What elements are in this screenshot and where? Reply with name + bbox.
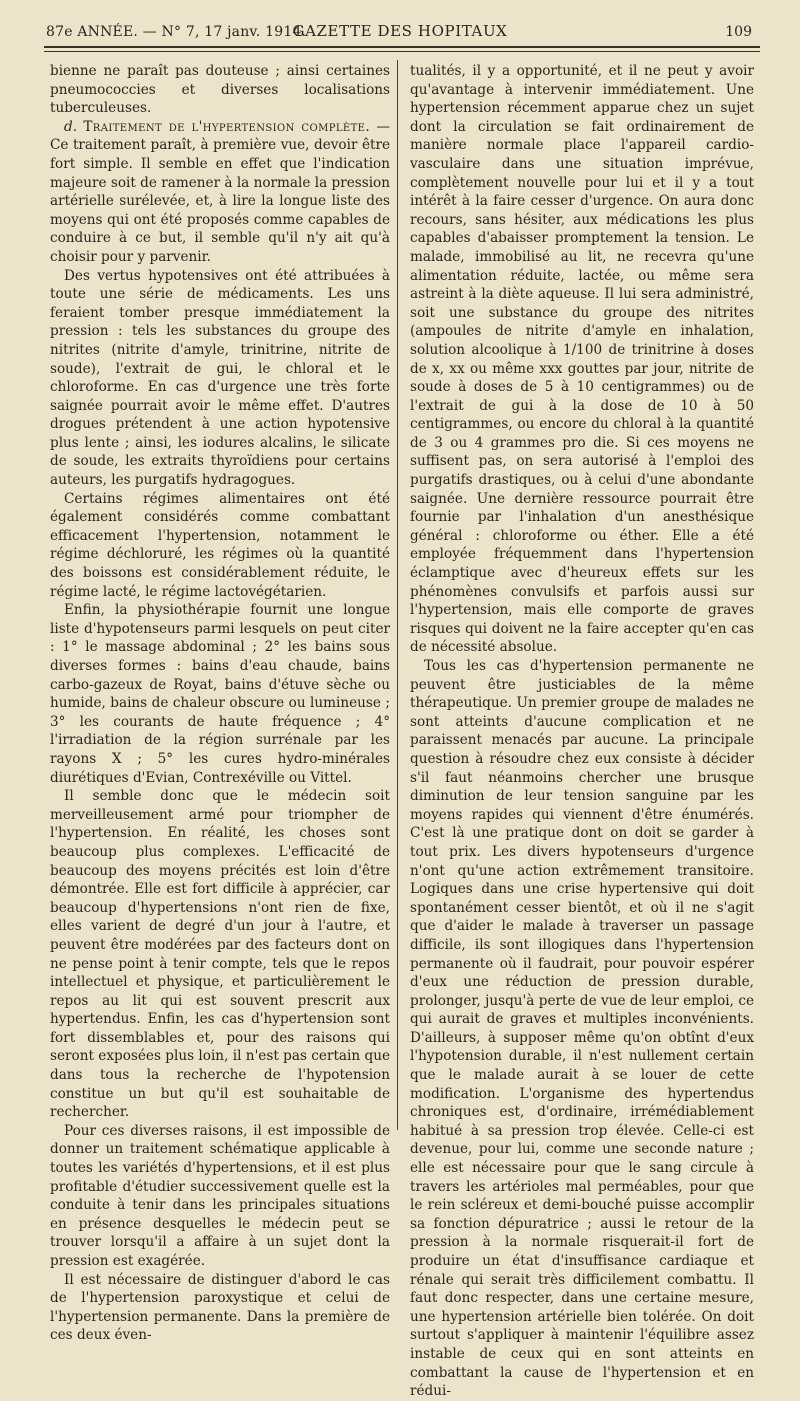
paragraph: Il est nécessaire de distinguer d'abord le cas de l'hypertension paroxystique et celui de l'hypertension permanente. Dans la première de ces deux éven- — [50, 1271, 390, 1344]
paragraph: Tous les cas d'hypertension permanente ne peuvent être justiciables de la même thérapeutique. Un premier groupe de malades ne sont atteints d'aucune complication et ne paraissent menacés par aucune. La principale question à résoudre chez eux consiste à décider s'il faut néanmoins chercher une brusque diminution de leur tension sanguine par les moyens rapides qui viennent d'être énumérés. C'est là une pratique dont on doit se garder à tout prix. Les divers hypotenseurs d'urgence n'ont qu'une action extrêmement transitoire. Logiques dans une crise hypertensive qui doit spontanément cesser bientôt, et où il ne s'agit que d'aider le malade à traverser un passage difficile, ils sont illogiques dans l'hypertension permanente où il faudrait, pour pouvoir espérer d'eux une réduction de pression durable, prolonger, jusqu'à perte de vue de leur emploi, ce qui aurait de graves et multiples inconvénients. D'ailleurs, à supposer même qu'on obtînt d'eux l'hypotension durable, il n'est nullement certain que le malade aurait à se louer de cette modification. L'organisme des hypertendus chroniques est, d'ordinaire, irrémédiablement habitué à sa pression trop élevée. Celle-ci est devenue, pour lui, comme une seconde nature ; elle est nécessaire pour que le sang circule à travers les artérioles mal perméables, pour que le rein scléreux et demi-bouché puisse accomplir sa fonction dépuratrice ; aussi le retour de la pression à la normale risquerait-il fort de produire un état d'insuffisance cardiaque et rénale qui serait très difficilement combattu. Il faut donc respecter, dans une certaine mesure, une hypertension artérielle bien tolérée. On doit surtout s'appliquer à maintenir l'équilibre assez instable de ceux qui en sont atteints en combattant la cause de l'hypertension et en rédui- — [410, 658, 754, 1400]
left-column — [50, 62, 390, 1345]
section-paragraph — [50, 118, 390, 267]
paragraph: Pour ces diverses raisons, il est impossible de donner un traitement schématique applicable à toutes les variétés d'hypertensions, et il est plus profitable d'étudier successivement quelle est la conduite à tenir dans les principales situations en présence desquelles le médecin peut se trouver lorsqu'il a affaire à un sujet dont la pression est exagérée. — [50, 1122, 390, 1269]
paragraph: Des vertus hypotensives ont été attribuées à toute une série de médicaments. Les uns feraient tomber presque immédiatement la pression : tels les substances du groupe des nitrites (nitrite d'amyle, trinitrine, nitrite de soude), l'extrait de gui, le chloral et le chloroforme. En cas d'urgence une très forte saignée pourrait avoir le même effet. D'autres drogues prétendent à une action hypotensive plus lente ; ainsi, les iodures alcalins, le silicate de soude, les extraits thyroïdiens pour certains auteurs, les purgatifs hydragogues. — [50, 267, 390, 489]
section-heading: Traitement de l'hypertension complète. — [83, 118, 371, 135]
header-rule-thin — [44, 51, 760, 52]
page-number: 109 — [725, 24, 752, 40]
column-divider — [397, 60, 398, 1130]
paragraph: tualités, il y a opportunité, et il ne peut y avoir qu'avantage à intervenir immédiatement. Une hypertension récemment apparue chez un sujet dont la circulation se fait ordinairement de manière normale place l'appareil cardio-vasculaire dans une situation imprévue, complètement nouvelle pour lui et il y a tout intérêt à la faire cesser d'urgence. On aura donc recours, sans hésiter, aux médications les plus capables d'abaisser promptement la tension. Le malade, immobilisé au lit, ne recevra qu'une alimentation réduite, lactée, ou même sera astreint à la diète aqueuse. Il lui sera administré, soit une substance du groupe des nitrites (ampoules de nitrite d'amyle en inhalation, solution alcoolique à 1/100 de trinitrine à doses de x, xx ou même xxx gouttes par jour, nitrite de soude à doses de 5 à 10 centigrammes) ou de l'extrait de gui à la dose de 10 à 50 centigrammes, ou encore du chloral à la quantité de 3 ou 4 grammes pro die. Si ces moyens ne suffisent pas, on sera autorisé à l'emploi des purgatifs drastiques, ou à celui d'une abondante saignée. Une dernière ressource pourrait être fournie par l'inhalation d'un anesthésique général : chloroforme ou éther. Elle a été employée fréquemment dans l'hypertension éclamptique avec d'heureux effets sur les phénomènes convulsifs et parfois aussi sur l'hypertension, mais elle comporte de graves risques qui doivent ne la faire accepter qu'en cas de nécessité absolue. — [410, 63, 754, 656]
paragraph: bienne ne paraît pas douteuse ; ainsi certaines pneumococcies et diverses localisations tuberculeuses. — [50, 63, 390, 117]
paragraph: Certains régimes alimentaires ont été également considérés comme combattant efficacement l'hypertension, notamment le régime déchloruré, les régimes où la quantité des boissons est considérablement réduite, le régime lacté, le régime lactovégétarien. — [50, 490, 390, 600]
header-rule-thick — [44, 46, 760, 48]
paragraph: Enfin, la physiothérapie fournit une longue liste d'hypotenseurs parmi lesquels on peut citer : 1° le massage abdominal ; 2° les bains sous diverses formes : bains d'eau chaude, bains carbo-gazeux de Royat, bains d'étuve sèche ou humide, bains de chaleur obscure ou lumineuse ; 3° les courants de haute fréquence ; 4° l'irradiation de la région surrénale par les rayons X ; 5° les cures hydro-minérales diurétiques d'Evian, Contrexéville ou Vittel. — [50, 602, 390, 786]
issue-info: 87e ANNÉE. — N° 7, 17 janv. 1914. — [46, 24, 307, 40]
journal-title: GAZETTE DES HOPITAUX — [292, 22, 508, 40]
paragraph-text: — Ce traitement paraît, à première vue, devoir être fort simple. Il semble en effet que l'indication majeure soit de ramener à la normale la pression artérielle surélevée, et, à lire la longue liste des moyens qui ont été proposés comme capables de conduire à ce but, il semble qu'il n'y ait qu'à choisir pour y parvenir. — [50, 118, 390, 265]
section-letter: d. — [64, 118, 78, 135]
paragraph: Il semble donc que le médecin soit merveilleusement armé pour triompher de l'hypertension. En réalité, les choses sont beaucoup plus complexes. L'efficacité de beaucoup des moyens précités est loin d'être démontrée. Elle est fort difficile à apprécier, car beaucoup d'hypertensions n'ont rien de fixe, elles varient de degré d'un jour à l'autre, et peuvent être modérées par des facteurs dont on ne pense point à tenir compte, tels que le repos intellectuel et physique, et particulièrement le repos au lit qui est souvent prescrit aux hypertendus. Enfin, les cas d'hypertension sont fort dissemblables et, pour des raisons qui seront exposées plus loin, il n'est pas certain que dans tous la recherche de l'hypotension constitue un but qu'il est souhaitable de rechercher. — [50, 788, 390, 1121]
right-column — [410, 62, 754, 1401]
